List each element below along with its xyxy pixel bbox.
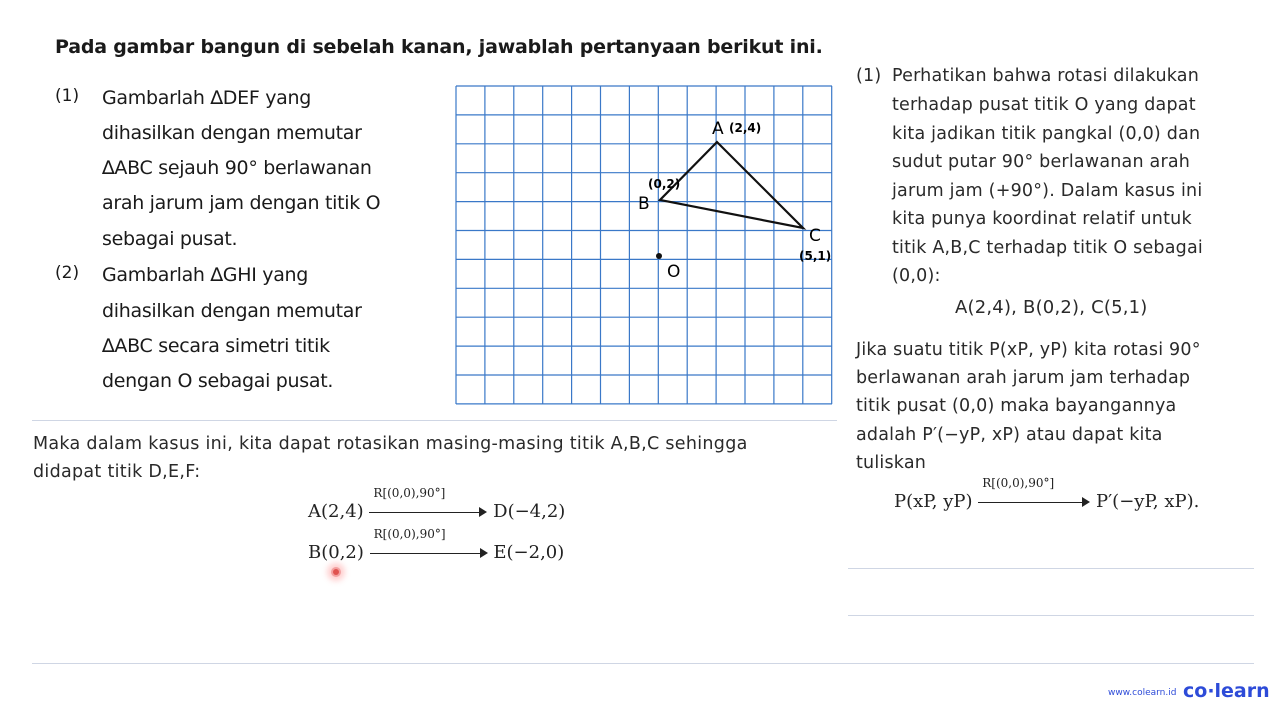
right-solution-line: kita punya koordinat relatif untuk — [892, 209, 1192, 229]
rotation-arrow — [370, 527, 488, 565]
rule-line: berlawanan arah jarum jam terhadap — [856, 368, 1191, 388]
right-solution-line: (0,0): — [892, 266, 941, 286]
section-divider — [848, 615, 1254, 616]
point-c-label: C — [809, 226, 821, 246]
question-heading: Pada gambar bangun di sebelah kanan, jawablah pertanyaan berikut ini. — [55, 36, 823, 58]
right-solution-line: Perhatikan bahwa rotasi dilakukan — [892, 66, 1199, 86]
section-divider — [848, 568, 1254, 569]
right-solution-line: jarum jam (+90°). Dalam kasus ini — [892, 181, 1203, 201]
question-1-line: ∆ABC sejauh 90° berlawanan — [102, 157, 372, 179]
question-2-number: (2) — [55, 263, 80, 283]
rule-line: adalah P′(−yP, xP) atau dapat kita — [856, 425, 1163, 445]
mapping-to: E(−2,0) — [493, 542, 565, 563]
right-solution-line: sudut putar 90° berlawanan arah — [892, 152, 1191, 172]
question-1-line: arah jarum jam dengan titik O — [102, 192, 381, 214]
mapping-b-to-e — [308, 527, 565, 565]
rule-line: titik pusat (0,0) maka bayangannya — [856, 396, 1177, 416]
rotation-operator: R[(0,0),90°] — [982, 476, 1055, 490]
question-2-line: dihasilkan dengan memutar — [102, 300, 362, 322]
section-divider — [32, 420, 837, 421]
point-a-label: A — [712, 119, 724, 139]
point-c-coord: (5,1) — [799, 249, 832, 263]
mapping-a-to-d — [308, 486, 566, 524]
question-1-line: Gambarlah ∆DEF yang — [102, 87, 311, 109]
rule-line: tuliskan — [856, 453, 927, 473]
point-b-label: B — [638, 194, 650, 214]
footer-site-url: www.colearn.id — [1108, 688, 1177, 698]
point-a-coord: (2,4) — [729, 121, 762, 135]
right-solution-line: titik A,B,C terhadap titik O sebagai — [892, 238, 1203, 258]
rule-line: Jika suatu titik P(xP, yP) kita rotasi 90° — [856, 340, 1201, 360]
cursor-marker-core — [333, 569, 339, 575]
question-2-line: dengan O sebagai pusat. — [102, 370, 334, 392]
point-o-label: O — [667, 262, 681, 282]
question-2-line: ∆ABC secara simetri titik — [102, 335, 330, 357]
formula-to: P′(−yP, xP). — [1095, 491, 1200, 512]
point-b-coord: (0,2) — [648, 177, 681, 191]
colearn-logo: co·learn — [1183, 680, 1270, 702]
mapping-to: D(−4,2) — [493, 501, 566, 522]
mapping-from: B(0,2) — [308, 542, 364, 563]
solution-intro-line: Maka dalam kasus ini, kita dapat rotasikan masing-masing titik A,B,C sehingga — [33, 434, 748, 454]
rotation-operator: R[(0,0),90°] — [373, 527, 446, 541]
section-divider — [32, 663, 1254, 664]
rotation-arrow — [369, 486, 487, 524]
question-1-line: sebagai pusat. — [102, 228, 238, 250]
rotation-arrow — [978, 476, 1090, 514]
right-solution-number: (1) — [856, 66, 882, 86]
question-1-line: dihasilkan dengan memutar — [102, 122, 362, 144]
coordinate-grid-figure — [450, 80, 840, 410]
right-solution-line: terhadap pusat titik O yang dapat — [892, 95, 1196, 115]
rotation-formula — [894, 476, 1200, 514]
point-o-dot — [656, 253, 662, 259]
rotation-operator: R[(0,0),90°] — [373, 486, 446, 500]
question-1-number: (1) — [55, 86, 80, 106]
mapping-from: A(2,4) — [308, 501, 364, 522]
right-solution-line: kita jadikan titik pangkal (0,0) dan — [892, 124, 1201, 144]
triangle-abc — [660, 142, 803, 228]
solution-intro-line: didapat titik D,E,F: — [33, 462, 201, 482]
relative-coordinates: A(2,4), B(0,2), C(5,1) — [955, 297, 1148, 318]
grid-lines — [456, 86, 832, 404]
question-2-line: Gambarlah ∆GHI yang — [102, 264, 309, 286]
formula-from: P(xP, yP) — [894, 491, 973, 512]
